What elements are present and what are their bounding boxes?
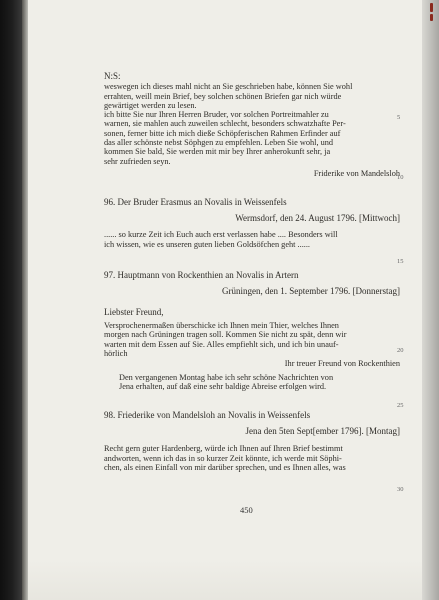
page-content — [104, 72, 400, 472]
text-line: warnen, sie mahlen auch zuweilen schlecht, besonders schwatzhafte Per- — [104, 119, 346, 129]
letter-heading: 98. Friederike von Mandelsloh an Novalis in Weissenfels — [104, 410, 311, 421]
book-spine — [0, 0, 22, 600]
ns-label: N:S: — [104, 71, 121, 81]
text-line: ich wissen, wie es unseren guten lieben Goldsöfchen geht ...... — [104, 239, 310, 249]
line-number: 15 — [397, 258, 404, 265]
dateline: Wermsdorf, den 24. August 1796. [Mittwoch] — [235, 213, 400, 224]
text-line: sonen, ferner bitte ich mich dieße Schöpferischen Rahmen Erfinder auf — [104, 128, 341, 138]
page-number: 450 — [240, 505, 253, 515]
text-line: kommen Sie bald, Sie werden mit mir bey Ihrer anherokunft sehr, ja — [104, 147, 331, 157]
letter-heading: 96. Der Bruder Erasmus an Novalis in Weissenfels — [104, 197, 287, 208]
dateline: Jena den 5ten Sept[ember 1796]. [Montag] — [245, 426, 400, 437]
text-line: errahten, weill mein Brief, bey solchen schönen Briefen gar nich würde — [104, 91, 342, 101]
page-bottom — [28, 560, 422, 600]
line-number: 25 — [397, 402, 404, 409]
line-number: 5 — [397, 114, 401, 121]
dateline: Grüningen, den 1. September 1796. [Donnerstag] — [222, 285, 400, 296]
signature: Ihr treuer Freund von Rockenthien — [284, 359, 400, 369]
text-line: Jena erhalten, auf daß eine sehr baldige Abreise erfolgen wird. — [119, 381, 327, 391]
letter-heading: 97. Hauptmann von Rockenthien an Novalis in Artern — [104, 269, 299, 280]
text-line: Versprochenermaßen überschicke ich Ihnen mein Thier, welches Ihnen — [104, 321, 339, 331]
ribbon-marker — [430, 3, 433, 12]
text-line: das aller schönste nebst Söphgen zu empfehlen. Leben Sie wohl, und — [104, 138, 334, 148]
ribbon-marker — [430, 14, 433, 21]
text-line: Den vergangenen Montag habe ich sehr schöne Nachrichten von — [119, 372, 334, 382]
text-line: andworten, wenn ich das in so kurzer Zeit könnte, ich werde mit Söphi- — [104, 453, 342, 463]
text-line: hörlich — [104, 349, 128, 359]
line-number: 20 — [397, 347, 404, 354]
letter-98 — [104, 410, 400, 472]
salutation: Liebster Freund, — [104, 306, 164, 317]
letter-96 — [104, 197, 400, 249]
line-number: 10 — [397, 174, 404, 181]
text-line: Recht gern guter Hardenberg, würde ich Ihnen auf Ihren Brief bestimmt — [104, 444, 343, 454]
letter-97 — [104, 270, 400, 391]
line-number: 30 — [397, 486, 404, 493]
text-line: warten mit dem Essen auf Sie. Alles empfiehlt sich, und ich bin unauf- — [104, 339, 339, 349]
text-line: ich bitte Sie nur Ihren Herren Bruder, vor solchen Portreitmahler zu — [104, 110, 329, 120]
text-line: gewärtiget werden zu lesen. — [104, 100, 197, 110]
letter-95 — [104, 82, 400, 178]
text-line: weswegen ich dieses mahl nicht an Sie geschrieben habe, können Sie wohl — [104, 82, 353, 92]
text-line: chen, als einen Einfall von mir darüber sprechen, und es Ihnen alles, was — [104, 462, 346, 472]
page-edge-shadow — [422, 0, 439, 600]
signature: Friderike von Mandelsloh — [313, 168, 400, 178]
text-line: ...... so kurze Zeit ich Euch auch erst verlassen habe .... Besonders will — [104, 230, 338, 240]
text-line: morgen nach Grüningen tragen soll. Kommen Sie nicht zu spät, denn wir — [104, 330, 347, 340]
text-line: sehr zufrieden seyn. — [104, 156, 171, 166]
